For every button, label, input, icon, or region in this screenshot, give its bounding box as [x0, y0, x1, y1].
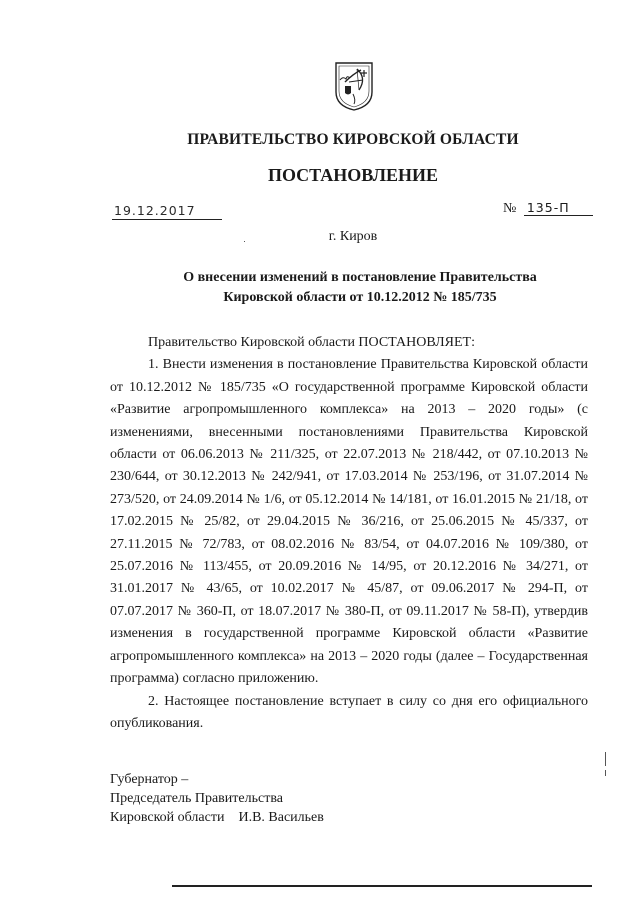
kirov-coat-of-arms-icon: [333, 60, 375, 112]
clause-2: 2. Настоящее постановление вступает в силу со дня его официального опубликования.: [110, 693, 588, 731]
document-title: [120, 268, 600, 308]
governor-name: И.В. Васильев: [238, 810, 324, 825]
scan-artifact: [244, 241, 245, 242]
preamble: Правительство Кировской области ПОСТАНОВЛЯЕТ:: [148, 335, 475, 350]
number-value: 135-П: [524, 200, 593, 216]
number-label: №: [503, 201, 517, 216]
organization-name: ПРАВИТЕЛЬСТВО КИРОВСКОЙ ОБЛАСТИ: [187, 131, 519, 148]
title-line-1: О внесении изменений в постановление Правительства: [183, 270, 537, 285]
signature-line-1: Губернатор –: [110, 772, 189, 787]
document-number: [503, 200, 593, 218]
document-type: ПОСТАНОВЛЕНИЕ: [267, 165, 439, 185]
scan-artifact: [605, 770, 606, 776]
signature-region: Кировской области: [110, 810, 225, 825]
title-line-2: Кировской области от 10.12.2012 № 185/735: [223, 290, 497, 305]
signature-block: [110, 770, 324, 827]
signature-line-3: [110, 808, 324, 827]
document-body: [110, 332, 588, 735]
clause-1: 1. Внести изменения в постановление Правительства Кировской области от 10.12.2012 № 185/735 «О государственной программе Кировской области «Развитие агропромышленного комплекса» на 2013 – 2020 годы» (с изменениями, внесенными постановлениями Правительства Кировской области от 06.06.2013 № 211/325, от 22.07.2013 № 218/442, от 07.10.2013 № 230/644, от 30.12.2013 № 242/941, от 17.03.2014 № 253/196, от 31.07.2014 № 273/520, от 24.09.2014 № 1/6, от 05.12.2014 № 14/181, от 16.01.2015 № 21/18, от 17.02.2015 № 25/82, от 29.04.2015 № 36/216, от 25.06.2015 № 45/337, от 27.11.2015 № 72/783, от 08.02.2016 № 83/54, от 04.07.2016 № 109/380, от 25.07.2016 № 113/455, от 20.09.2016 № 14/95, от 20.12.2016 № 34/271, от 31.01.2017 № 43/65, от 10.02.2017 № 45/87, от 09.06.2017 № 294-П, от 07.07.2017 № 360-П, от 18.07.2017 № 380-П, от 09.11.2017 № 58-П), утвердив изменения в государственной программе Кировской области «Развитие агропромышленного комплекса» на 2013 – 2020 годы (далее – Государственная программа) согласно приложению.: [110, 357, 588, 687]
bottom-rule: [172, 885, 592, 887]
city: г. Киров: [328, 229, 378, 244]
document-date: 19.12.2017: [112, 203, 222, 220]
scan-artifact: [605, 752, 606, 766]
signature-line-2: Председатель Правительства: [110, 791, 283, 806]
